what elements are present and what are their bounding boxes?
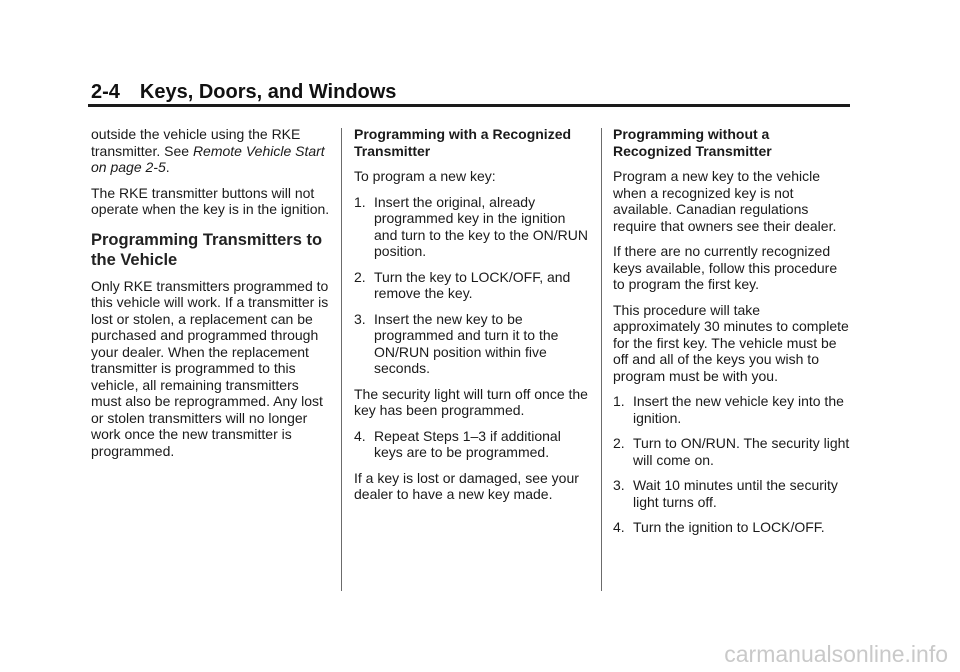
step-text: Turn to ON/RUN. The security light will come on. bbox=[633, 435, 850, 468]
watermark: carmanualsonline.info bbox=[724, 641, 948, 667]
step-number: 1. bbox=[613, 393, 625, 409]
step-text: Insert the new key to be programmed and turn it to the ON/RUN position within five seconds. bbox=[374, 310, 559, 376]
step-number: 3. bbox=[354, 310, 366, 327]
section-heading: Programming Transmitters to the Vehicle bbox=[91, 230, 323, 269]
step-number: 2. bbox=[613, 435, 625, 451]
step-note: The security light will turn off once the key has been programmed. bbox=[354, 385, 588, 418]
paragraph: To program a new key: bbox=[354, 168, 496, 184]
paragraph: Program a new key to the vehicle when a recognized key is not available. Canadian regulations require that owners see their dealer. bbox=[613, 168, 837, 234]
step-text: Insert the original, already programmed key in the ignition and turn to the key to the ON/RUN position. bbox=[374, 193, 588, 259]
column-2 bbox=[354, 126, 590, 512]
step-item bbox=[354, 194, 590, 260]
step-text: Turn the key to LOCK/OFF, and remove the key. bbox=[374, 268, 571, 301]
section-title: Keys, Doors, and Windows bbox=[139, 81, 397, 103]
step-text: Turn the ignition to LOCK/OFF. bbox=[633, 519, 825, 535]
step-number: 1. bbox=[354, 193, 366, 210]
column-3 bbox=[613, 126, 851, 545]
paragraph-text: outside the vehicle using the RKE transmitter. See bbox=[91, 126, 301, 159]
paragraph: If there are no currently recognized keys available, follow this procedure to program the first key. bbox=[613, 243, 838, 292]
step-item bbox=[354, 428, 590, 461]
subsection-heading: Programming with a Recognized Transmitter bbox=[354, 126, 572, 159]
step-item bbox=[354, 311, 590, 377]
page-header bbox=[91, 80, 396, 104]
step-number: 4. bbox=[613, 519, 625, 535]
step-text: Repeat Steps 1–3 if additional keys are to be programmed. bbox=[374, 427, 561, 460]
paragraph bbox=[91, 126, 331, 176]
step-number: 2. bbox=[354, 268, 366, 285]
step-number: 3. bbox=[613, 477, 625, 493]
step-item bbox=[613, 477, 851, 510]
cross-reference-link[interactable]: Remote Vehicle Start on page 2-5 bbox=[91, 142, 325, 175]
step-text: Insert the new vehicle key into the ignition. bbox=[633, 393, 844, 426]
step-item bbox=[613, 519, 851, 536]
step-text: Wait 10 minutes until the security light turns off. bbox=[633, 477, 838, 510]
step-item bbox=[613, 435, 851, 468]
header-rule bbox=[88, 104, 850, 107]
paragraph: Only RKE transmitters programmed to this vehicle will work. If a transmitter is lost or stolen, a replacement can be purchased and programmed through your dealer. When the replacement transmitter is programmed to this vehicle, all remaining transmitters must also be reprogrammed. Any lost or stolen transmitters will no longer work once the new transmitter is programmed. bbox=[91, 277, 329, 459]
paragraph: If a key is lost or damaged, see your dealer to have a new key made. bbox=[354, 469, 579, 502]
column-1 bbox=[91, 126, 331, 468]
column-divider bbox=[341, 128, 342, 591]
step-number: 4. bbox=[354, 427, 366, 444]
subsection-heading: Programming without a Recognized Transmitter bbox=[613, 126, 772, 159]
paragraph: This procedure will take approximately 30 minutes to complete for the first key. The vehicle must be off and all of the keys you wish to program must be with you. bbox=[613, 301, 849, 384]
column-divider bbox=[601, 128, 602, 591]
paragraph: The RKE transmitter buttons will not operate when the key is in the ignition. bbox=[91, 184, 330, 217]
page-number: 2-4 bbox=[91, 81, 120, 103]
step-item bbox=[613, 393, 851, 426]
paragraph-end: . bbox=[165, 159, 170, 175]
step-item bbox=[354, 269, 590, 302]
